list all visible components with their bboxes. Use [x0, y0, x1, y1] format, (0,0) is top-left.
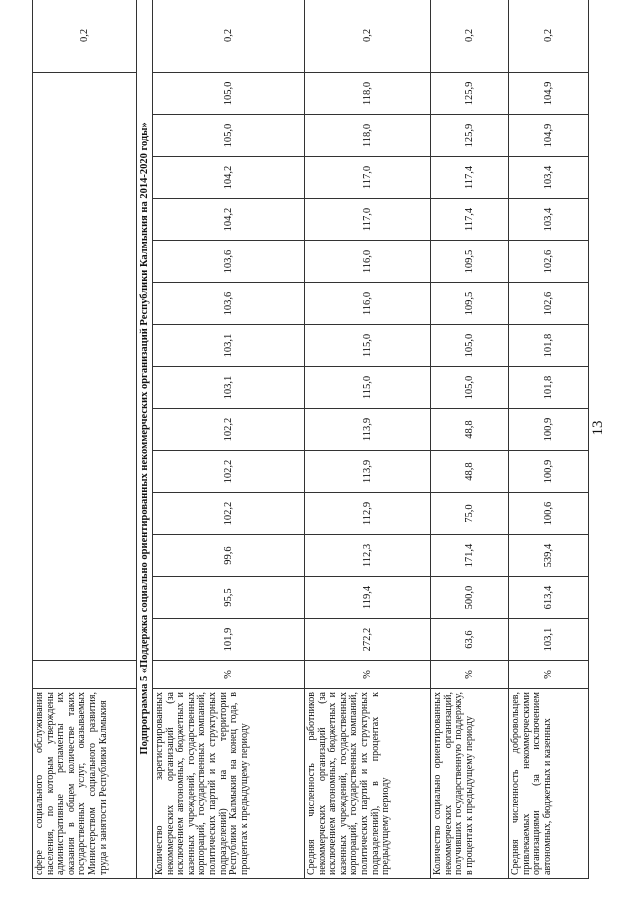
value-cell: 102,6: [509, 283, 589, 325]
value-cell: 95,5: [153, 577, 305, 619]
subprogram-title: Подпрограмма 5 «Поддержка социально ориентированных некоммерческих организаций Республики Калмыкия на 2014-2020 годы»: [137, 0, 153, 879]
value-cell: 100,6: [509, 493, 589, 535]
last-value-cell: 0,2: [509, 0, 589, 72]
value-cell: 109,5: [431, 241, 509, 283]
value-cell: 112,9: [305, 493, 431, 535]
value-cell: 105,0: [153, 72, 305, 114]
value-cell: 118,0: [305, 72, 431, 114]
value-cell: 63,6: [431, 619, 509, 661]
rotated-table-container: [32, 9, 588, 879]
indicator-description: Количество социально ориентированных некоммерческих организаций, получивших государственную поддержку, в процентах к предыдущему периоду: [431, 689, 509, 879]
value-cell: 109,5: [431, 283, 509, 325]
value-cell: 103,1: [153, 325, 305, 367]
value-cell: 102,6: [509, 241, 589, 283]
value-cell: 117,4: [431, 199, 509, 241]
value-cell: 117,0: [305, 157, 431, 199]
last-value-cell: 0,2: [305, 0, 431, 72]
value-cell: 117,0: [305, 199, 431, 241]
value-cell: 104,2: [153, 157, 305, 199]
value-cell: 102,2: [153, 409, 305, 451]
value-cell: 102,2: [153, 493, 305, 535]
last-value-cell: 0,2: [33, 0, 137, 72]
value-cell: 119,4: [305, 577, 431, 619]
table-row: [153, 0, 305, 879]
unit-cell: %: [153, 661, 305, 689]
value-cell: 48,8: [431, 451, 509, 493]
value-cell: 115,0: [305, 367, 431, 409]
unit-cell: [33, 661, 137, 689]
table-row: [305, 0, 431, 879]
value-cell: 105,0: [431, 367, 509, 409]
page-number: 13: [590, 420, 606, 436]
value-cell: 101,8: [509, 325, 589, 367]
value-cell: 100,9: [509, 409, 589, 451]
value-cell: 116,0: [305, 283, 431, 325]
value-cell: 102,2: [153, 451, 305, 493]
value-cell: 118,0: [305, 115, 431, 157]
unit-cell: %: [305, 661, 431, 689]
indicator-description: Средняя численность работников некоммерческих организаций (за исключением автономных, бюджетных и казенных учреждений, государственных корпораций, государственных компаний, политических партий и их структурных подразделений), в процентах к предыдущему периоду: [305, 689, 431, 879]
value-cell: 104,9: [509, 72, 589, 114]
table-row: [509, 0, 589, 879]
value-cell: 116,0: [305, 241, 431, 283]
value-cell: 113,9: [305, 409, 431, 451]
empty-values-cell: [33, 72, 137, 660]
value-cell: 117,4: [431, 157, 509, 199]
value-cell: 103,6: [153, 283, 305, 325]
indicator-description: Количество зарегистрированных некоммерческих организаций (за исключением автономных, бюджетных и казенных учреждений, государственных корпораций, государственных компаний, политических партий и их структурных подразделений) на территории Республики Калмыкия на конец года, в процентах к предыдущему периоду: [153, 689, 305, 879]
value-cell: 171,4: [431, 535, 509, 577]
value-cell: 103,1: [153, 367, 305, 409]
value-cell: 539,4: [509, 535, 589, 577]
value-cell: 103,1: [509, 619, 589, 661]
value-cell: 500,0: [431, 577, 509, 619]
value-cell: 101,8: [509, 367, 589, 409]
value-cell: 103,4: [509, 157, 589, 199]
value-cell: 103,4: [509, 199, 589, 241]
unit-cell: %: [431, 661, 509, 689]
value-cell: 105,0: [153, 115, 305, 157]
value-cell: 75,0: [431, 493, 509, 535]
indicator-description: Средняя численность добровольцев, привлекаемых некоммерческими организациями (за исключением автономных, бюджетных и казенных: [509, 689, 589, 879]
value-cell: 112,3: [305, 535, 431, 577]
value-cell: 125,9: [431, 72, 509, 114]
last-value-cell: 0,2: [153, 0, 305, 72]
value-cell: 101,9: [153, 619, 305, 661]
value-cell: 105,0: [431, 325, 509, 367]
value-cell: 104,9: [509, 115, 589, 157]
subprogram-header-row: [137, 0, 153, 879]
unit-cell: %: [509, 661, 589, 689]
value-cell: 104,2: [153, 199, 305, 241]
value-cell: 115,0: [305, 325, 431, 367]
indicators-table: [32, 0, 589, 879]
value-cell: 48,8: [431, 409, 509, 451]
table-row: [33, 0, 137, 879]
value-cell: 103,6: [153, 241, 305, 283]
value-cell: 613,4: [509, 577, 589, 619]
value-cell: 125,9: [431, 115, 509, 157]
value-cell: 99,6: [153, 535, 305, 577]
value-cell: 113,9: [305, 451, 431, 493]
last-value-cell: 0,2: [431, 0, 509, 72]
indicator-description: сфере социального обслуживания населения, по которым утверждены административные регламенты их оказания в общем количестве таких государственных услуг, оказываемых Министерством социального развития, труда и занятости Республики Калмыкия: [33, 689, 137, 879]
value-cell: 100,9: [509, 451, 589, 493]
table-row: [431, 0, 509, 879]
value-cell: 272,2: [305, 619, 431, 661]
